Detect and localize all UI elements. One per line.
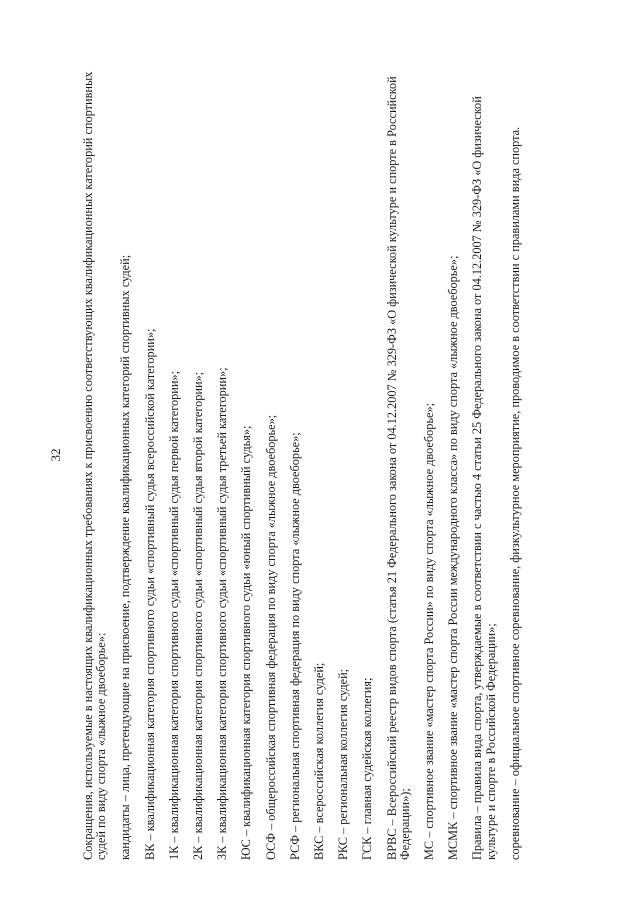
abbreviation-ys: ЮС – квалификационная категория спортивного судьи «юный спортивный судья»; [239, 425, 254, 860]
abbreviation-msmk: МСМК – спортивное звание «мастер спорта России международного класса» по виду спорта «лыжное двоеборье»; [446, 255, 461, 860]
intro-paragraph: Сокращения, используемые в настоящих квалификационных требованиях к присвоению соответствующих квалификационных категорий спортивных судей по виду спорта «лыжное двоеборье»: [81, 71, 109, 860]
abbreviation-osf: ОСФ – общероссийская спортивная федерация по виду спорта «лыжное двоеборье»; [263, 414, 278, 860]
abbreviation-rules: Правила – правила вида спорта, утверждаемые в соответствии с частью 4 статьи 25 Федерального закона от 04.12.2007 № 329-ФЗ «О физической культуре и спорте в Российской Федерации»; [470, 96, 498, 860]
abbreviation-candidates: кандидаты – лица, претендующие на присвоение, подтверждение квалификационных категорий спортивных судей; [118, 254, 133, 860]
abbreviation-2k: 2К – квалификационная категория спортивного судьи «спортивный судья второй категории»; [191, 371, 206, 860]
page-number: 32 [48, 448, 63, 462]
abbreviations-section [82, 70, 522, 860]
abbreviation-vk: ВК – квалификационная категория спортивного судьи «спортивный судья всероссийской категории»; [142, 328, 157, 860]
abbreviation-ms: МС – спортивное звание «мастер спорта России» по виду спорта «лыжное двоеборье»; [422, 402, 437, 860]
abbreviation-rsf: РСФ – региональная спортивная федерация по виду спорта «лыжное двоеборье»; [287, 432, 302, 860]
abbreviation-vks: ВКС – всероссийская коллегия судей; [312, 662, 327, 860]
abbreviation-vrvs: ВРВС – Всероссийский реестр видов спорта (статья 21 Федерального закона от 04.12.2007 № 329-ФЗ «О физической культуре и спорте в Российской Федерации»); [384, 76, 412, 860]
abbreviation-1k: 1К – квалификационная категория спортивного судьи «спортивный судья первой категории»; [166, 371, 181, 860]
abbreviation-competition: соревнование – официальное спортивное соревнование, физкультурное мероприятие, проводимое в соответствии с правилами вида спорта. [507, 126, 522, 860]
abbreviation-3k: 3К – квалификационная категория спортивного судьи «спортивный судья третьей категории»; [215, 367, 230, 860]
abbreviation-gsk: ГСК – главная судейская коллегия; [360, 677, 375, 860]
abbreviation-rks: РКС – региональная коллегия судей; [336, 668, 351, 860]
